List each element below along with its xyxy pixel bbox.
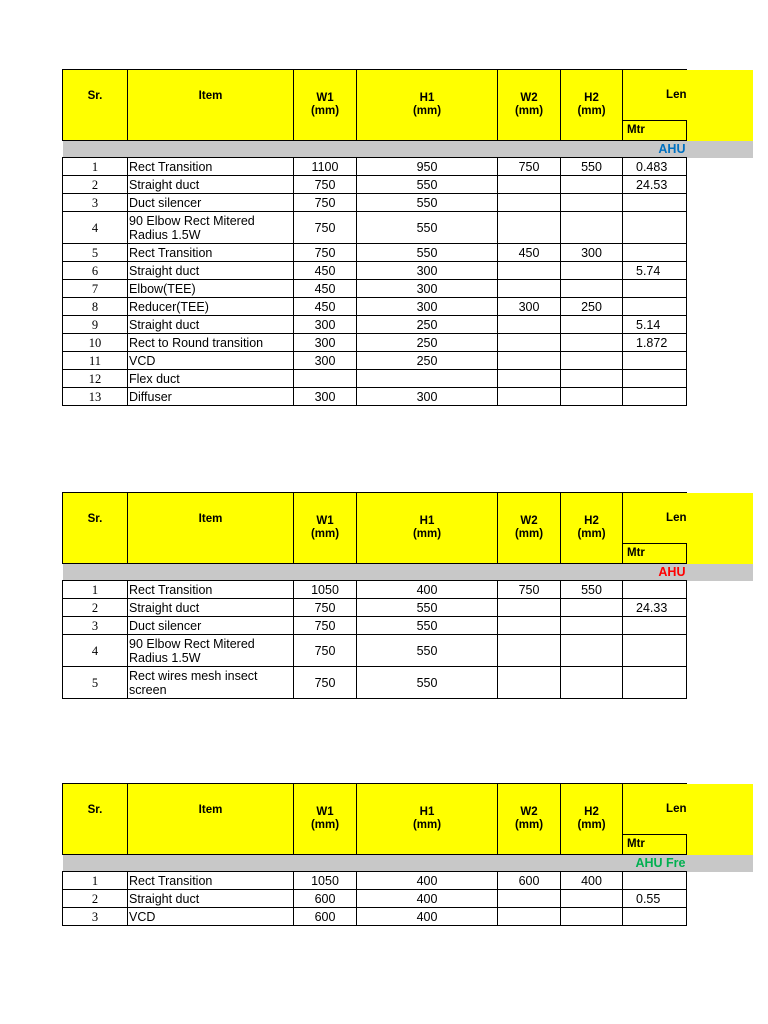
table-row	[63, 262, 753, 280]
cell-edge	[687, 667, 753, 699]
cell-item: VCD	[128, 908, 294, 926]
cell-h1: 550	[357, 176, 498, 194]
cell-h1: 300	[357, 298, 498, 316]
cell-sr: 3	[63, 908, 128, 926]
cell-item: Duct silencer	[128, 617, 294, 635]
header-h1-label: H1	[419, 92, 435, 104]
header-h2-label: H2	[584, 806, 599, 818]
cell-w2: 450	[498, 244, 561, 262]
cell-w2: 300	[498, 298, 561, 316]
cell-h2	[561, 176, 623, 194]
duct-schedule-table	[62, 783, 753, 926]
header-w2-unit: (mm)	[514, 819, 544, 831]
cell-length	[623, 635, 687, 667]
cell-h2	[561, 908, 623, 926]
cell-h1: 400	[357, 908, 498, 926]
header-w2-unit: (mm)	[514, 528, 544, 540]
section-edge	[687, 141, 753, 158]
cell-h2: 550	[561, 158, 623, 176]
cell-length: 0.483	[623, 158, 687, 176]
cell-item: Reducer(TEE)	[128, 298, 294, 316]
table-row	[63, 667, 753, 699]
header-length-unit: Mtr	[623, 544, 687, 564]
cell-sr: 8	[63, 298, 128, 316]
cell-h2	[561, 599, 623, 617]
cell-w2	[498, 635, 561, 667]
cell-edge	[687, 316, 753, 334]
cell-item: Duct silencer	[128, 194, 294, 212]
cell-item: Straight duct	[128, 599, 294, 617]
header-item: Item	[128, 70, 294, 141]
header-h2	[561, 493, 623, 564]
cell-h2: 400	[561, 872, 623, 890]
header-length: Len	[623, 784, 687, 835]
cell-item: Rect Transition	[128, 158, 294, 176]
table-row	[63, 890, 753, 908]
cell-h1: 250	[357, 334, 498, 352]
cell-h1: 550	[357, 667, 498, 699]
cell-item: Elbow(TEE)	[128, 280, 294, 298]
header-w1	[294, 493, 357, 564]
header-item: Item	[128, 784, 294, 855]
cell-w1: 300	[294, 316, 357, 334]
header-length-unit: Mtr	[623, 121, 687, 141]
section-edge	[687, 855, 753, 872]
cell-edge	[687, 280, 753, 298]
cell-h1: 300	[357, 388, 498, 406]
cell-w2	[498, 908, 561, 926]
cell-item: Straight duct	[128, 316, 294, 334]
cell-item: Straight duct	[128, 262, 294, 280]
duct-table-2	[62, 492, 752, 699]
cell-w1: 750	[294, 635, 357, 667]
cell-h1: 550	[357, 194, 498, 212]
header-h1	[357, 784, 498, 855]
header-w1-label: W1	[316, 92, 334, 104]
cell-edge	[687, 388, 753, 406]
cell-h1: 250	[357, 352, 498, 370]
header-h1-unit: (mm)	[412, 819, 442, 831]
cell-w2	[498, 212, 561, 244]
header-h2-unit: (mm)	[577, 528, 606, 540]
table-row	[63, 388, 753, 406]
header-w1-label: W1	[316, 806, 334, 818]
header-w2	[498, 784, 561, 855]
table-row	[63, 212, 753, 244]
cell-w1: 750	[294, 176, 357, 194]
cell-w1: 300	[294, 334, 357, 352]
header-sr: Sr.	[63, 493, 128, 564]
cell-item: Rect wires mesh insect screen	[128, 667, 294, 699]
table-row	[63, 370, 753, 388]
cell-w1: 450	[294, 280, 357, 298]
table-row	[63, 158, 753, 176]
cell-item: Rect Transition	[128, 244, 294, 262]
cell-h2	[561, 388, 623, 406]
cell-item: Flex duct	[128, 370, 294, 388]
header-h2-label: H2	[584, 92, 599, 104]
cell-w2	[498, 316, 561, 334]
cell-sr: 7	[63, 280, 128, 298]
cell-sr: 12	[63, 370, 128, 388]
cell-sr: 13	[63, 388, 128, 406]
cell-length	[623, 581, 687, 599]
table-row	[63, 334, 753, 352]
cell-length	[623, 370, 687, 388]
header-h2-unit: (mm)	[577, 819, 606, 831]
duct-table-1	[62, 69, 752, 406]
table-row	[63, 176, 753, 194]
header-h2	[561, 784, 623, 855]
header-w1-unit: (mm)	[310, 819, 340, 831]
cell-h1	[357, 370, 498, 388]
cell-h1: 950	[357, 158, 498, 176]
cell-sr: 5	[63, 244, 128, 262]
cell-length: 5.74	[623, 262, 687, 280]
cell-item: 90 Elbow Rect Mitered Radius 1.5W	[128, 212, 294, 244]
cell-edge	[687, 262, 753, 280]
duct-schedule-table	[62, 69, 753, 406]
cell-sr: 3	[63, 194, 128, 212]
cell-length: 24.53	[623, 176, 687, 194]
cell-w1: 450	[294, 262, 357, 280]
cell-edge	[687, 352, 753, 370]
cell-edge	[687, 635, 753, 667]
cell-sr: 10	[63, 334, 128, 352]
table-row	[63, 635, 753, 667]
header-w2	[498, 70, 561, 141]
cell-h2	[561, 890, 623, 908]
cell-w1: 750	[294, 617, 357, 635]
header-w1	[294, 784, 357, 855]
cell-length: 0.55	[623, 890, 687, 908]
cell-edge	[687, 890, 753, 908]
cell-w1: 750	[294, 667, 357, 699]
cell-item: Straight duct	[128, 176, 294, 194]
header-h1	[357, 70, 498, 141]
cell-w1: 1050	[294, 581, 357, 599]
cell-length	[623, 244, 687, 262]
cell-edge	[687, 158, 753, 176]
table-row	[63, 617, 753, 635]
table-row	[63, 298, 753, 316]
section-label: AHU	[63, 141, 687, 158]
cell-h2	[561, 262, 623, 280]
cell-edge	[687, 599, 753, 617]
header-w1-label: W1	[316, 515, 334, 527]
cell-h2	[561, 370, 623, 388]
cell-sr: 1	[63, 158, 128, 176]
cell-w2	[498, 262, 561, 280]
cell-length	[623, 194, 687, 212]
cell-sr: 3	[63, 617, 128, 635]
cell-edge	[687, 581, 753, 599]
cell-item: Rect Transition	[128, 872, 294, 890]
header-w2-label: W2	[520, 92, 538, 104]
table-row	[63, 908, 753, 926]
cell-sr: 11	[63, 352, 128, 370]
cell-sr: 2	[63, 176, 128, 194]
table-row	[63, 244, 753, 262]
cell-edge	[687, 298, 753, 316]
cell-w1: 1050	[294, 872, 357, 890]
cell-length	[623, 298, 687, 316]
cell-sr: 9	[63, 316, 128, 334]
cell-h2	[561, 280, 623, 298]
cell-w2	[498, 890, 561, 908]
header-w2-label: W2	[520, 806, 538, 818]
cell-w1	[294, 370, 357, 388]
header-sr: Sr.	[63, 784, 128, 855]
cell-w2: 750	[498, 158, 561, 176]
header-w2-label: W2	[520, 515, 538, 527]
cell-h1: 250	[357, 316, 498, 334]
cell-item: 90 Elbow Rect Mitered Radius 1.5W	[128, 635, 294, 667]
duct-table-3	[62, 783, 752, 926]
header-length: Len	[623, 70, 687, 121]
cell-h1: 400	[357, 872, 498, 890]
cell-w2	[498, 667, 561, 699]
cell-item: VCD	[128, 352, 294, 370]
header-w2-unit: (mm)	[514, 105, 544, 117]
cell-w2	[498, 334, 561, 352]
header-h2	[561, 70, 623, 141]
cell-h1: 550	[357, 617, 498, 635]
cell-length	[623, 280, 687, 298]
table-row	[63, 599, 753, 617]
cell-edge	[687, 908, 753, 926]
cell-length: 24.33	[623, 599, 687, 617]
header-h1-label: H1	[419, 806, 435, 818]
header-length-unit: Mtr	[623, 835, 687, 855]
cell-w1: 600	[294, 890, 357, 908]
cell-h2	[561, 352, 623, 370]
header-w2	[498, 493, 561, 564]
duct-schedule-table	[62, 492, 753, 699]
cell-w2: 750	[498, 581, 561, 599]
table-row	[63, 194, 753, 212]
cell-edge	[687, 244, 753, 262]
table-row	[63, 352, 753, 370]
cell-sr: 5	[63, 667, 128, 699]
cell-w2	[498, 617, 561, 635]
cell-edge	[687, 872, 753, 890]
cell-length	[623, 212, 687, 244]
cell-h2	[561, 667, 623, 699]
section-edge	[687, 564, 753, 581]
cell-edge	[687, 212, 753, 244]
header-h1	[357, 493, 498, 564]
cell-w1: 300	[294, 352, 357, 370]
header-w1-unit: (mm)	[310, 528, 340, 540]
cell-h2: 250	[561, 298, 623, 316]
cell-h2	[561, 334, 623, 352]
cell-w2	[498, 280, 561, 298]
cell-h1: 400	[357, 581, 498, 599]
cell-w1: 750	[294, 244, 357, 262]
section-label: AHU Fre	[63, 855, 687, 872]
cell-w2	[498, 176, 561, 194]
cell-length	[623, 872, 687, 890]
cell-length: 5.14	[623, 316, 687, 334]
cell-edge	[687, 370, 753, 388]
header-h2-unit: (mm)	[577, 105, 606, 117]
cell-w1: 300	[294, 388, 357, 406]
cell-w1: 750	[294, 212, 357, 244]
cell-edge	[687, 334, 753, 352]
cell-w2	[498, 352, 561, 370]
cell-h2	[561, 194, 623, 212]
cell-h2	[561, 635, 623, 667]
cell-h1: 550	[357, 635, 498, 667]
cell-sr: 4	[63, 635, 128, 667]
header-w1	[294, 70, 357, 141]
cell-sr: 2	[63, 890, 128, 908]
cell-edge	[687, 617, 753, 635]
cell-item: Rect to Round transition	[128, 334, 294, 352]
cell-w1: 750	[294, 599, 357, 617]
header-item: Item	[128, 493, 294, 564]
header-edge	[687, 784, 753, 855]
cell-length	[623, 352, 687, 370]
cell-h1: 550	[357, 212, 498, 244]
header-w1-unit: (mm)	[310, 105, 340, 117]
cell-h2	[561, 617, 623, 635]
cell-length	[623, 667, 687, 699]
header-edge	[687, 70, 753, 141]
cell-w2	[498, 388, 561, 406]
table-row	[63, 581, 753, 599]
cell-w1: 750	[294, 194, 357, 212]
cell-h1: 550	[357, 244, 498, 262]
cell-sr: 1	[63, 581, 128, 599]
cell-edge	[687, 176, 753, 194]
table-row	[63, 872, 753, 890]
header-h1-unit: (mm)	[412, 105, 442, 117]
cell-w1: 600	[294, 908, 357, 926]
cell-h1: 550	[357, 599, 498, 617]
cell-length: 1.872	[623, 334, 687, 352]
cell-h2	[561, 212, 623, 244]
table-row	[63, 280, 753, 298]
header-edge	[687, 493, 753, 564]
cell-h2: 300	[561, 244, 623, 262]
cell-item: Rect Transition	[128, 581, 294, 599]
table-row	[63, 316, 753, 334]
cell-item: Straight duct	[128, 890, 294, 908]
section-label: AHU	[63, 564, 687, 581]
cell-edge	[687, 194, 753, 212]
cell-item: Diffuser	[128, 388, 294, 406]
cell-length	[623, 617, 687, 635]
cell-sr: 6	[63, 262, 128, 280]
cell-w1: 450	[294, 298, 357, 316]
cell-w2: 600	[498, 872, 561, 890]
cell-length	[623, 908, 687, 926]
cell-w2	[498, 599, 561, 617]
cell-length	[623, 388, 687, 406]
cell-w1: 1100	[294, 158, 357, 176]
cell-h2	[561, 316, 623, 334]
cell-h2: 550	[561, 581, 623, 599]
cell-h1: 300	[357, 280, 498, 298]
cell-sr: 2	[63, 599, 128, 617]
cell-sr: 4	[63, 212, 128, 244]
header-sr: Sr.	[63, 70, 128, 141]
header-h1-unit: (mm)	[412, 528, 442, 540]
cell-w2	[498, 194, 561, 212]
cell-w2	[498, 370, 561, 388]
header-h1-label: H1	[419, 515, 435, 527]
header-length: Len	[623, 493, 687, 544]
cell-sr: 1	[63, 872, 128, 890]
cell-h1: 400	[357, 890, 498, 908]
cell-h1: 300	[357, 262, 498, 280]
header-h2-label: H2	[584, 515, 599, 527]
